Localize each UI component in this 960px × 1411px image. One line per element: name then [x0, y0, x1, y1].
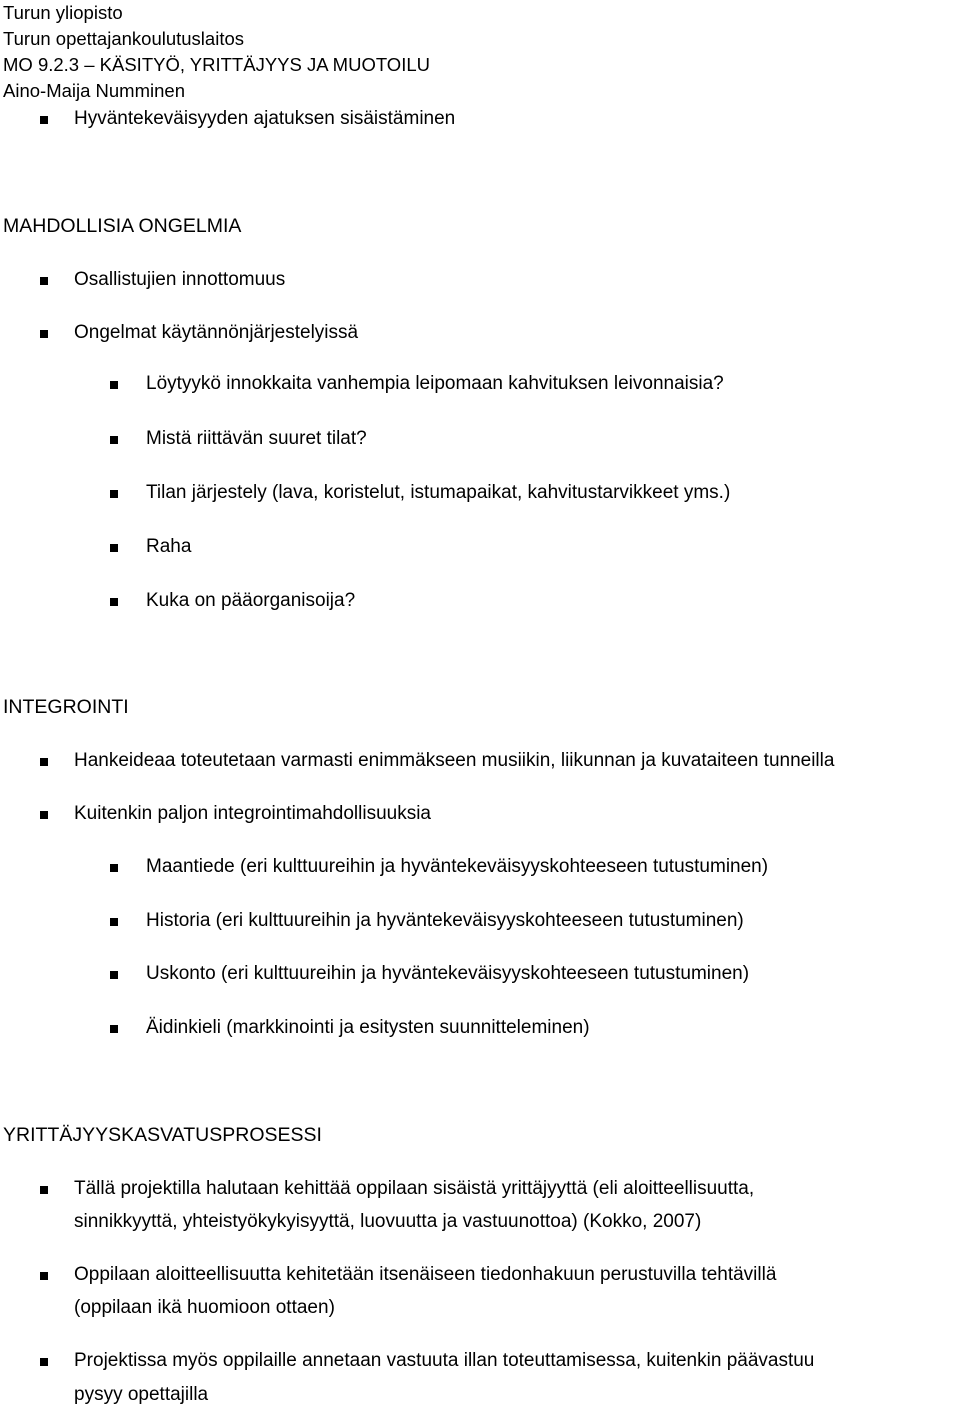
square-bullet-icon [110, 971, 118, 979]
list-item-text: Hyväntekeväisyyden ajatuksen sisäistäminen [74, 108, 456, 129]
sub-list-item-text: Historia (eri kulttuureihin ja hyväntekeväisyyskohteeseen tutustuminen) [146, 910, 744, 931]
sub-list-item-text: Löytyykö innokkaita vanhempia leipomaan kahvituksen leivonnaisia? [146, 373, 724, 394]
section-heading-process: YRITTÄJYYSKASVATUSPROSESSI [3, 1124, 322, 1146]
square-bullet-icon [40, 330, 48, 338]
list-item-text: Projektissa myös oppilaille annetaan vastuuta illan toteuttamisessa, kuitenkin päävastuu [74, 1350, 815, 1371]
list-item-text: Hankeideaa toteutetaan varmasti enimmäkseen musiikin, liikunnan ja kuvataiteen tunneilla [74, 750, 835, 771]
square-bullet-icon [40, 1358, 48, 1366]
list-item-text: Tällä projektilla halutaan kehittää oppilaan sisäistä yrittäjyyttä (eli aloitteellisuutta, [74, 1178, 755, 1199]
sub-list-item-text: Maantiede (eri kulttuureihin ja hyväntekeväisyyskohteeseen tutustuminen) [146, 856, 769, 877]
square-bullet-icon [110, 598, 118, 606]
square-bullet-icon [40, 811, 48, 819]
sub-list-item-text: Uskonto (eri kulttuureihin ja hyväntekeväisyyskohteeseen tutustuminen) [146, 963, 750, 984]
section-heading-problems: MAHDOLLISIA ONGELMIA [3, 215, 242, 237]
list-item-text: Kuitenkin paljon integrointimahdollisuuksia [74, 803, 431, 824]
square-bullet-icon [40, 116, 48, 124]
author-name: Aino-Maija Numminen [3, 80, 185, 101]
sub-list-item-text: Äidinkieli (markkinointi ja esitysten suunnitteleminen) [146, 1017, 590, 1038]
list-item-text: Osallistujien innottomuus [74, 269, 286, 290]
square-bullet-icon [40, 758, 48, 766]
sub-list-item-text: Tilan järjestely (lava, koristelut, istumapaikat, kahvitustarvikkeet yms.) [146, 482, 731, 503]
list-item-text-continued: pysyy opettajilla [74, 1384, 209, 1405]
section-heading-integration: INTEGROINTI [3, 696, 129, 718]
square-bullet-icon [110, 864, 118, 872]
square-bullet-icon [110, 381, 118, 389]
square-bullet-icon [110, 436, 118, 444]
university-name: Turun yliopisto [3, 2, 123, 23]
sub-list-item-text: Raha [146, 536, 192, 557]
square-bullet-icon [110, 918, 118, 926]
list-item-text: Oppilaan aloitteellisuutta kehitetään itsenäiseen tiedonhakuun perustuvilla tehtävillä [74, 1264, 777, 1285]
square-bullet-icon [110, 544, 118, 552]
square-bullet-icon [40, 1186, 48, 1194]
square-bullet-icon [110, 1025, 118, 1033]
sub-list-item-text: Mistä riittävän suuret tilat? [146, 428, 367, 449]
list-item-text: Ongelmat käytännönjärjestelyissä [74, 322, 359, 343]
sub-list-item-text: Kuka on pääorganisoija? [146, 590, 356, 611]
list-item-text-continued: sinnikkyyttä, yhteistyökykyisyyttä, luovuutta ja vastuunottoa) (Kokko, 2007) [74, 1211, 702, 1232]
course-title: MO 9.2.3 – KÄSITYÖ, YRITTÄJYYS JA MUOTOILU [3, 54, 430, 75]
square-bullet-icon [110, 490, 118, 498]
list-item-text-continued: (oppilaan ikä huomioon ottaen) [74, 1297, 335, 1318]
square-bullet-icon [40, 277, 48, 285]
institute-name: Turun opettajankoulutuslaitos [3, 28, 244, 49]
square-bullet-icon [40, 1272, 48, 1280]
